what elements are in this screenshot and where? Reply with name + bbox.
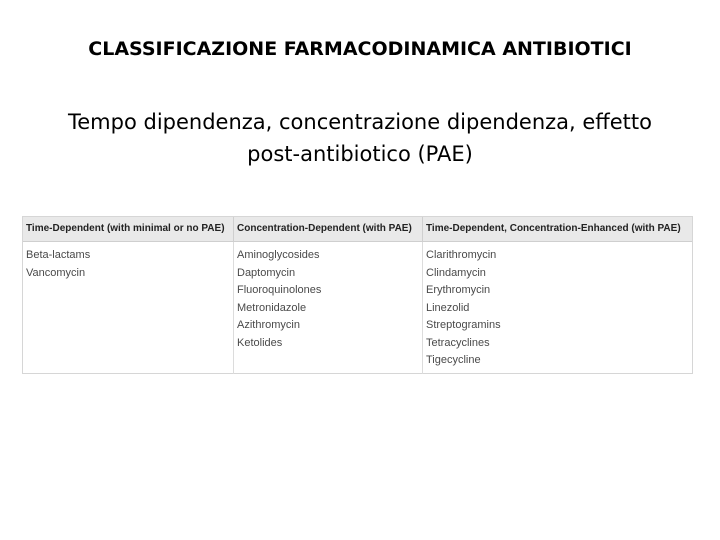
table-cell: Ketolides xyxy=(237,336,283,349)
table-cell: Beta-lactams xyxy=(26,249,91,261)
table-cell: Vancomycin xyxy=(26,266,86,279)
table-cell: Clindamycin xyxy=(426,266,486,279)
table-cell: Azithromycin xyxy=(237,319,300,331)
table-cell: Streptogramins xyxy=(426,319,501,331)
header-time-dependent: Time-Dependent (with minimal or no PAE) xyxy=(23,217,234,241)
subtitle-line-1: Tempo dipendenza, concentrazione dipendenza, effetto xyxy=(68,110,652,134)
table-cell: Tigecycline xyxy=(426,354,481,366)
table-body xyxy=(23,242,692,374)
table-cell: Erythromycin xyxy=(426,284,491,296)
table-cell: Tetracyclines xyxy=(426,336,490,349)
subtitle-line-2: post-antibiotico (PAE) xyxy=(247,142,473,166)
slide-title: CLASSIFICAZIONE FARMACODINAMICA ANTIBIOTICI xyxy=(88,38,632,60)
table-cell: Linezolid xyxy=(426,301,470,314)
header-time-concentration-enhanced: Time-Dependent, Concentration-Enhanced (with PAE) xyxy=(426,223,681,234)
antibiotics-table xyxy=(22,216,693,374)
table-header xyxy=(23,217,692,242)
column-time-dependent xyxy=(23,242,234,374)
table-cell: Daptomycin xyxy=(237,266,296,279)
table-cell: Fluoroquinolones xyxy=(237,284,322,296)
table-cell: Clarithromycin xyxy=(426,249,497,261)
column-concentration-dependent xyxy=(234,242,423,374)
slide-subtitle xyxy=(20,106,700,170)
table-cell: Aminoglycosides xyxy=(237,249,320,261)
header-concentration-dependent: Concentration-Dependent (with PAE) xyxy=(234,217,423,241)
table-cell: Metronidazole xyxy=(237,301,307,314)
column-time-concentration-enhanced xyxy=(423,242,692,374)
